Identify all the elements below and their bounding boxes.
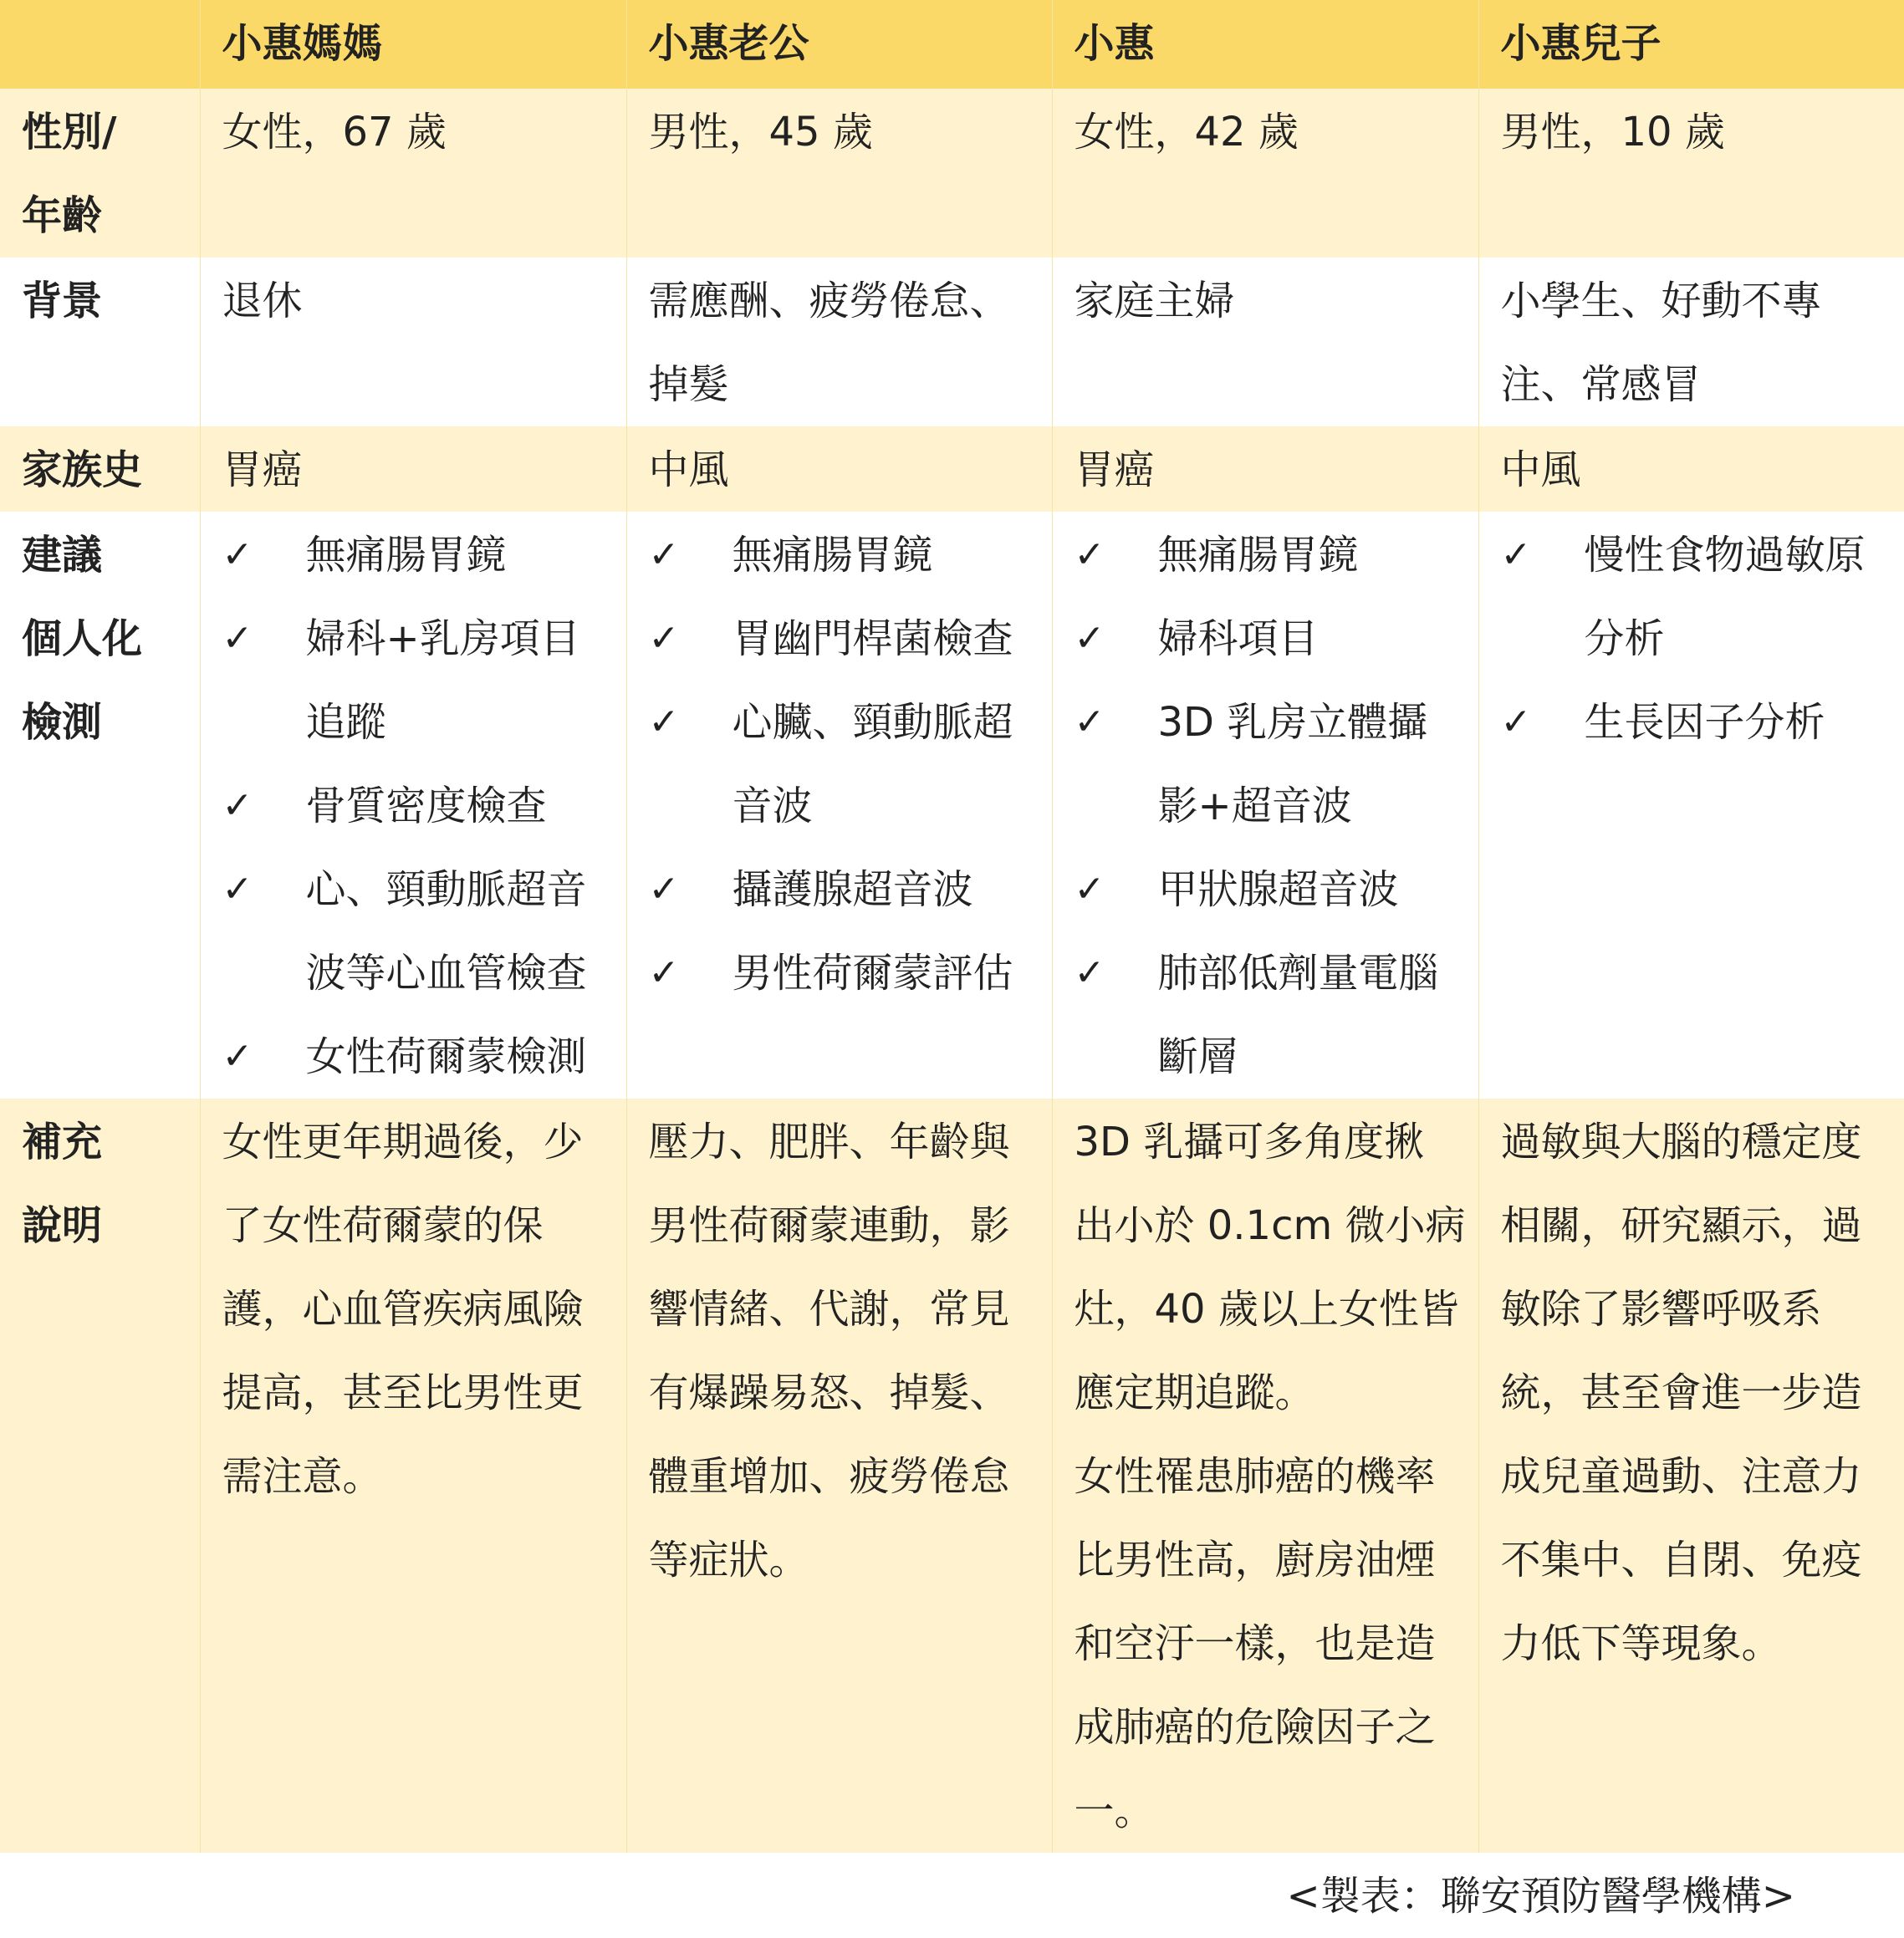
row-label-gender-age [0, 89, 200, 258]
checklist-item-text [733, 597, 1013, 681]
checklist-item-text [1158, 848, 1399, 931]
checkmark-icon: ✓ [648, 617, 680, 660]
cell-line: 女性，67 歲 [222, 109, 447, 156]
cell-gender-xiaohui [1052, 89, 1478, 258]
cell-tests-husband [626, 512, 1052, 1099]
checklist-item [1075, 597, 1478, 681]
checklist-line: 甲狀腺超音波 [1157, 866, 1399, 913]
checklist-item-text [1158, 931, 1439, 1099]
checklist-line: 慢性食物過敏原 [1584, 532, 1866, 579]
cell-line: 比男性高，廚房油煙 [1074, 1537, 1436, 1584]
cell-notes-xiaohui [1052, 1099, 1478, 1853]
checklist-item [649, 931, 1052, 1015]
checklist-line: 婦科項目 [1157, 615, 1319, 662]
label-line: 家族史 [22, 446, 143, 493]
checklist-item [222, 1015, 626, 1099]
checklist-item [222, 848, 626, 1015]
label-line: 補充 [22, 1119, 103, 1165]
checklist-item-text [1158, 681, 1428, 848]
label-line: 檢測 [22, 699, 103, 746]
cell-line: 有爆躁易怒、掉髮、 [648, 1369, 1010, 1416]
cell-line: 注、常感冒 [1500, 361, 1702, 408]
cell-family-xiaohui [1052, 426, 1478, 512]
cell-line: 退休 [222, 278, 303, 324]
checklist-line: 影+超音波 [1157, 783, 1352, 829]
checklist-item-text [733, 681, 1013, 848]
header-mother: 小惠媽媽 [200, 0, 626, 89]
cell-tests-xiaohui [1052, 512, 1478, 1099]
cell-line: 了女性荷爾蒙的保 [222, 1202, 544, 1249]
checklist-item [1501, 513, 1904, 681]
label-line: 年齡 [22, 192, 103, 239]
cell-line: 中風 [648, 446, 729, 493]
cell-line: 女性罹患肺癌的機率 [1074, 1453, 1436, 1500]
checklist-item [1075, 681, 1478, 848]
cell-line: 等症狀。 [648, 1537, 809, 1584]
cell-line: 一。 [1074, 1788, 1155, 1834]
checklist-line: 骨質密度檢查 [305, 783, 547, 829]
checklist-item [1075, 848, 1478, 931]
cell-line: 3D 乳攝可多角度揪 [1074, 1119, 1425, 1165]
cell-tests-mother [200, 512, 626, 1099]
cell-line: 需注意。 [222, 1453, 383, 1500]
checkmark-icon: ✓ [648, 951, 680, 994]
cell-line: 胃癌 [222, 446, 303, 493]
cell-line: 男性荷爾蒙連動，影 [648, 1202, 1010, 1249]
checklist-item-text [733, 513, 933, 597]
header-xiaohui: 小惠 [1052, 0, 1478, 89]
checklist-line: 音波 [732, 783, 813, 829]
checklist-item-text [733, 848, 973, 931]
cell-background-son [1478, 258, 1904, 426]
checkmark-icon: ✓ [1074, 533, 1105, 576]
label-line: 背景 [22, 278, 103, 324]
cell-line: 響情緒、代謝，常見 [648, 1286, 1010, 1333]
cell-line: 出小於 0.1cm 微小病 [1074, 1202, 1466, 1249]
cell-line: 女性，42 歲 [1074, 109, 1299, 156]
cell-line: 不集中、自閉、免疫 [1500, 1537, 1862, 1584]
cell-gender-son [1478, 89, 1904, 258]
row-label-notes [0, 1099, 200, 1853]
checklist-line: 無痛腸胃鏡 [305, 532, 507, 579]
checkmark-icon: ✓ [1074, 868, 1105, 910]
checklist-line: 女性荷爾蒙檢測 [305, 1033, 587, 1080]
checklist-item-text [1158, 513, 1359, 597]
checklist-line: 斷層 [1157, 1033, 1238, 1080]
cell-line: 需應酬、疲勞倦怠、 [648, 278, 1010, 324]
header-corner [0, 0, 200, 89]
cell-line: 相關，研究顯示，過 [1500, 1202, 1862, 1249]
checkmark-icon: ✓ [1074, 617, 1105, 660]
cell-line: 力低下等現象。 [1500, 1620, 1782, 1667]
checkmark-icon: ✓ [222, 533, 253, 576]
cell-line: 壓力、肥胖、年齡與 [648, 1119, 1010, 1165]
row-label-recommended-tests [0, 512, 200, 1099]
cell-line: 家庭主婦 [1074, 278, 1235, 324]
cell-line: 統，甚至會進一步造 [1500, 1369, 1862, 1416]
checkmark-icon: ✓ [1500, 533, 1532, 576]
checkmark-icon: ✓ [222, 1035, 253, 1078]
row-notes [0, 1099, 1904, 1853]
checkmark-icon: ✓ [1074, 701, 1105, 743]
checklist-item [222, 513, 626, 597]
cell-line: 敏除了影響呼吸系 [1500, 1286, 1822, 1333]
checkmark-icon: ✓ [1074, 951, 1105, 994]
cell-line: 中風 [1500, 446, 1581, 493]
checkmark-icon: ✓ [648, 533, 680, 576]
header-row [0, 0, 1904, 89]
cell-gender-husband [626, 89, 1052, 258]
cell-family-husband [626, 426, 1052, 512]
checklist-line: 男性荷爾蒙評估 [732, 950, 1013, 997]
checklist-item-text [306, 764, 547, 848]
checklist-item [1075, 513, 1478, 597]
checklist-line: 胃幽門桿菌檢查 [732, 615, 1013, 662]
checklist-line: 肺部低劑量電腦 [1157, 950, 1439, 997]
cell-notes-husband [626, 1099, 1052, 1853]
row-label-family-history [0, 426, 200, 512]
checklist-line: 婦科+乳房項目 [305, 615, 580, 662]
cell-notes-son [1478, 1099, 1904, 1853]
checklist-item [222, 597, 626, 764]
checkmark-icon: ✓ [648, 701, 680, 743]
cell-family-mother [200, 426, 626, 512]
checkmark-icon: ✓ [648, 868, 680, 910]
checkmark-icon: ✓ [222, 784, 253, 827]
label-line: 建議 [22, 532, 103, 579]
cell-line: 小學生、好動不專 [1500, 278, 1822, 324]
checklist-line: 生長因子分析 [1584, 699, 1825, 746]
checklist-item-text [1585, 681, 1825, 764]
checkmark-icon: ✓ [1500, 701, 1532, 743]
label-line: 性別/ [22, 109, 117, 156]
checklist-line: 波等心血管檢查 [305, 950, 587, 997]
checklist-item [649, 597, 1052, 681]
checklist-item-text [733, 931, 1013, 1015]
cell-line: 提高，甚至比男性更 [222, 1369, 584, 1416]
checklist-line: 分析 [1584, 615, 1665, 662]
checklist-line: 無痛腸胃鏡 [1157, 532, 1359, 579]
cell-tests-son [1478, 512, 1904, 1099]
checklist-item [649, 513, 1052, 597]
cell-line: 男性，10 歲 [1500, 109, 1725, 156]
checklist-item-text [1158, 597, 1319, 681]
cell-background-xiaohui [1052, 258, 1478, 426]
cell-line: 女性更年期過後，少 [222, 1119, 584, 1165]
checklist-item-text [306, 597, 580, 764]
checklist-line: 攝護腺超音波 [732, 866, 973, 913]
cell-line: 體重增加、疲勞倦怠 [648, 1453, 1010, 1500]
cell-background-husband [626, 258, 1052, 426]
header-son: 小惠兒子 [1478, 0, 1904, 89]
cell-family-son [1478, 426, 1904, 512]
cell-notes-mother [200, 1099, 626, 1853]
cell-line: 胃癌 [1074, 446, 1155, 493]
cell-gender-mother [200, 89, 626, 258]
checklist-line: 心臟、頸動脈超 [732, 699, 1013, 746]
checklist-line: 無痛腸胃鏡 [732, 532, 933, 579]
checklist-line: 心、頸動脈超音 [305, 866, 587, 913]
checklist-line: 3D 乳房立體攝 [1157, 699, 1428, 746]
label-line: 說明 [22, 1202, 103, 1249]
cell-line: 應定期追蹤。 [1074, 1369, 1315, 1416]
cell-line: 男性，45 歲 [648, 109, 873, 156]
cell-line: 和空汙一樣，也是造 [1074, 1620, 1436, 1667]
checklist-item [1075, 931, 1478, 1099]
row-label-background [0, 258, 200, 426]
checklist-item [1501, 681, 1904, 764]
checklist-item [649, 848, 1052, 931]
header-husband: 小惠老公 [626, 0, 1052, 89]
label-line: 個人化 [22, 615, 143, 662]
cell-line: 過敏與大腦的穩定度 [1500, 1119, 1862, 1165]
cell-line: 掉髮 [648, 361, 729, 408]
checklist-item-text [306, 848, 587, 1015]
row-gender-age [0, 89, 1904, 258]
checkmark-icon: ✓ [222, 868, 253, 910]
cell-line: 成肺癌的危險因子之 [1074, 1704, 1436, 1751]
row-family-history [0, 426, 1904, 512]
source-credit: <製表：聯安預防醫學機構> [1286, 1873, 1795, 1920]
checklist-item [222, 764, 626, 848]
checkmark-icon: ✓ [222, 617, 253, 660]
checklist-item-text [306, 1015, 587, 1099]
row-recommended-tests [0, 512, 1904, 1099]
cell-background-mother [200, 258, 626, 426]
cell-line: 灶，40 歲以上女性皆 [1074, 1286, 1459, 1333]
cell-line: 成兒童過動、注意力 [1500, 1453, 1862, 1500]
cell-line: 護，心血管疾病風險 [222, 1286, 584, 1333]
checklist-item-text [306, 513, 507, 597]
checklist-line: 追蹤 [305, 699, 386, 746]
checklist-item-text [1585, 513, 1866, 681]
checklist-item [649, 681, 1052, 848]
row-background [0, 258, 1904, 426]
